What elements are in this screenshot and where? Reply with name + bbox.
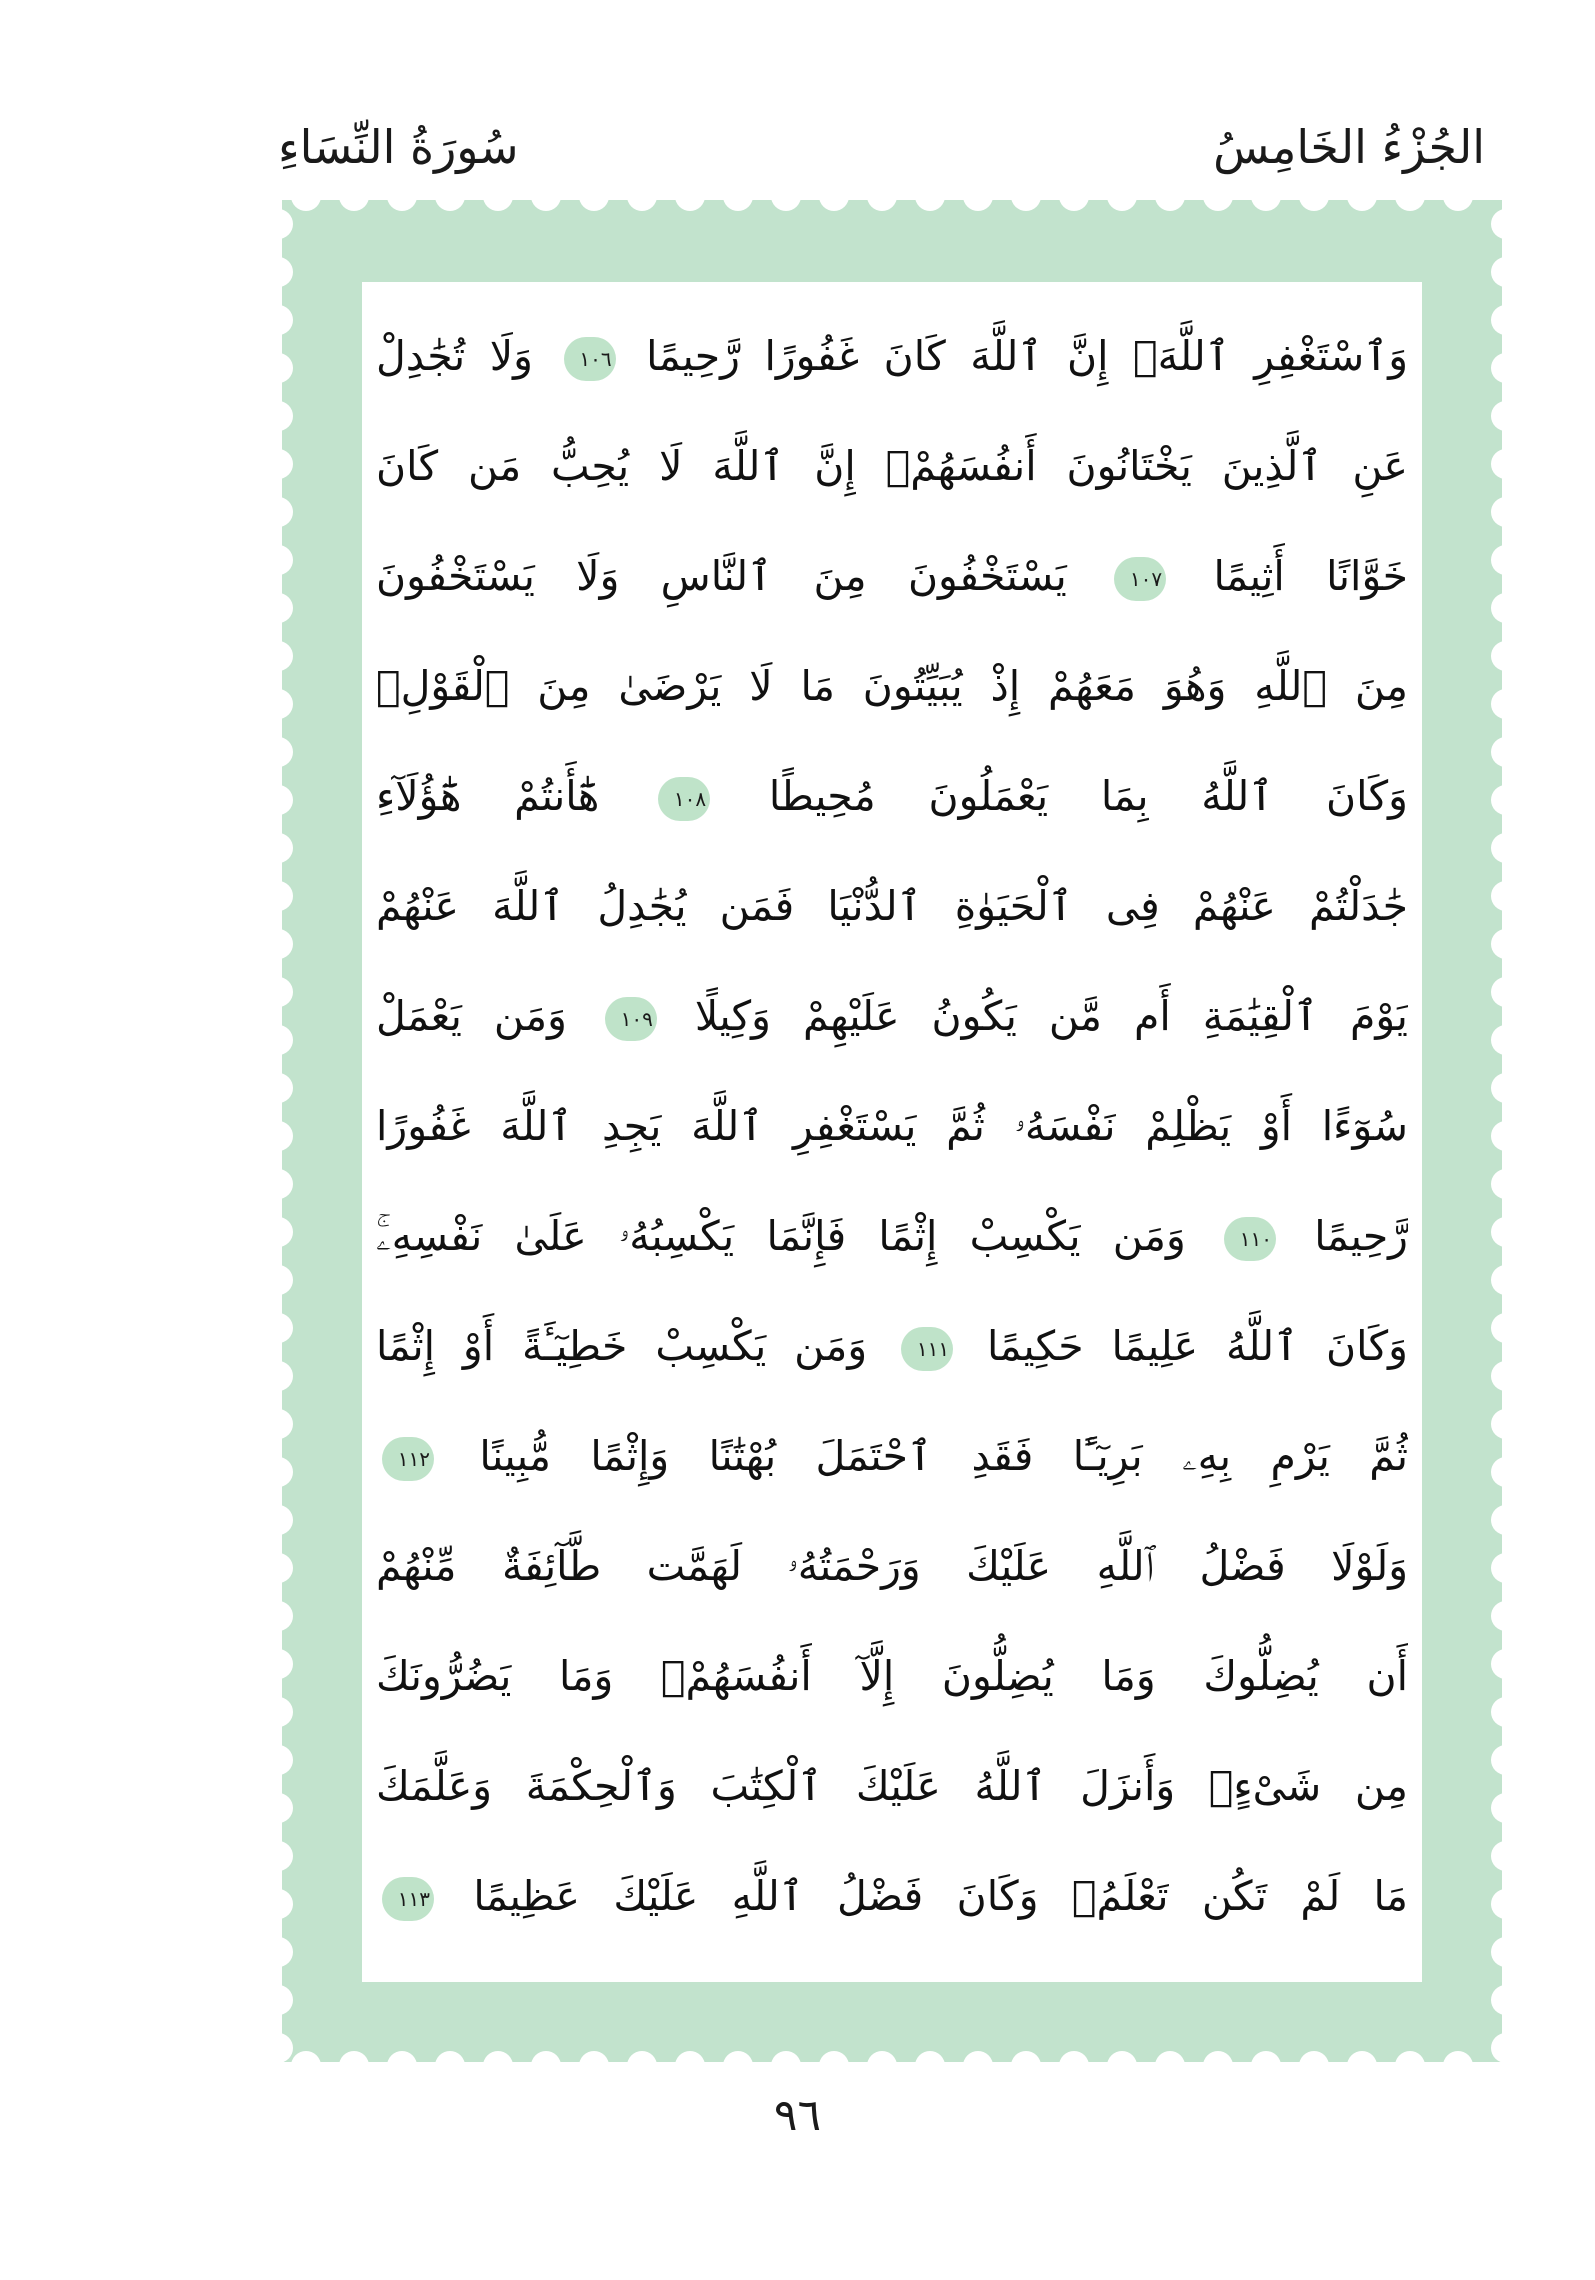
scallop-notch bbox=[282, 1649, 293, 1679]
scallop-notch bbox=[1491, 1889, 1502, 1919]
scallop-notch bbox=[867, 2051, 897, 2062]
scallop-notch bbox=[282, 305, 293, 335]
scallop-notch bbox=[282, 1313, 293, 1343]
scallop-notch bbox=[483, 200, 513, 211]
line-text: سُوٓءًا أَوْ يَظْلِمْ نَفْسَهُۥ ثُمَّ يَسْتَغْفِرِ ٱللَّهَ يَجِدِ ٱللَّهَ غَفُورًا bbox=[376, 1102, 1408, 1150]
scallop-notch bbox=[282, 593, 293, 623]
scallop-notch bbox=[531, 2051, 561, 2062]
scallop-notch bbox=[1059, 2051, 1089, 2062]
scallop-notch bbox=[579, 200, 609, 211]
scallop-notch bbox=[1251, 200, 1281, 211]
ayah-number-marker: ١٠٧ bbox=[1114, 557, 1166, 601]
scallop-notch bbox=[1491, 1169, 1502, 1199]
decorative-frame bbox=[282, 200, 1502, 2062]
scallop-notch bbox=[282, 1073, 293, 1103]
scallop-notch bbox=[723, 2051, 753, 2062]
ayah-number-marker: ١١٢ bbox=[382, 1437, 434, 1481]
scallop-notch bbox=[282, 1361, 293, 1391]
scallop-notch bbox=[1491, 1121, 1502, 1151]
scallop-notch bbox=[282, 1793, 293, 1823]
scallop-notch bbox=[1347, 200, 1377, 211]
scallop-notch bbox=[1491, 977, 1502, 1007]
scallop-notch bbox=[1107, 2051, 1137, 2062]
scallop-notch bbox=[282, 449, 293, 479]
page-number: ٩٦ bbox=[773, 2090, 822, 2141]
scallop-notch bbox=[282, 353, 293, 383]
scallop-notch bbox=[1203, 200, 1233, 211]
scallop-notch bbox=[1395, 2051, 1425, 2062]
scallop-notch bbox=[1491, 305, 1502, 335]
scallop-notch bbox=[282, 1457, 293, 1487]
scallop-notch bbox=[435, 200, 465, 211]
text-line-12 bbox=[376, 1512, 1408, 1620]
scallop-notch bbox=[1491, 353, 1502, 383]
scallop-notch bbox=[1491, 401, 1502, 431]
scallop-notch bbox=[1491, 881, 1502, 911]
scallop-notch bbox=[282, 1601, 293, 1631]
text-line-4 bbox=[376, 632, 1408, 740]
scallop-notch bbox=[282, 1937, 293, 1967]
scallop-notch bbox=[915, 200, 945, 211]
line-text-after: هَٰٓأَنتُمْ هَٰٓؤُلَآءِ bbox=[376, 772, 600, 820]
scallop-notch bbox=[1491, 593, 1502, 623]
scallop-notch bbox=[1491, 209, 1502, 239]
scallop-notch bbox=[675, 200, 705, 211]
scallop-notch bbox=[483, 2051, 513, 2062]
scallop-notch bbox=[282, 1409, 293, 1439]
scallop-notch bbox=[819, 200, 849, 211]
scallop-notch bbox=[339, 200, 369, 211]
scallop-notch bbox=[1491, 1601, 1502, 1631]
scallop-notch bbox=[282, 1505, 293, 1535]
scallop-notch bbox=[1491, 1457, 1502, 1487]
scallop-notch bbox=[291, 200, 321, 211]
scallop-notch bbox=[963, 200, 993, 211]
scallop-notch bbox=[1443, 200, 1473, 211]
text-line-7 bbox=[376, 962, 1408, 1070]
line-text: وَٱسْتَغْفِرِ ٱللَّهَۖ إِنَّ ٱللَّهَ كَانَ غَفُورًا رَّحِيمًا bbox=[646, 332, 1408, 380]
text-line-1 bbox=[376, 302, 1408, 410]
scallop-notch bbox=[1491, 1745, 1502, 1775]
ayah-number-marker: ١٠٩ bbox=[605, 997, 657, 1041]
ayah-number-marker: ١١٣ bbox=[382, 1877, 434, 1921]
ayah-number-marker: ١١١ bbox=[901, 1327, 953, 1371]
line-text: يَوْمَ ٱلْقِيَٰمَةِ أَم مَّن يَكُونُ عَلَيْهِمْ وَكِيلًا bbox=[694, 992, 1408, 1040]
scallop-notch bbox=[627, 200, 657, 211]
scallop-notch bbox=[282, 1217, 293, 1247]
scallop-notch bbox=[1491, 1025, 1502, 1055]
scallop-notch bbox=[1491, 641, 1502, 671]
scallop-notch bbox=[282, 1697, 293, 1727]
text-line-13 bbox=[376, 1622, 1408, 1730]
scallop-notch bbox=[1491, 1265, 1502, 1295]
text-line-3 bbox=[376, 522, 1408, 630]
scallop-notch bbox=[1491, 1313, 1502, 1343]
scallop-notch bbox=[915, 2051, 945, 2062]
text-line-6 bbox=[376, 852, 1408, 960]
scallop-notch bbox=[1107, 200, 1137, 211]
line-text: وَكَانَ ٱللَّهُ بِمَا يَعْمَلُونَ مُحِيطًا bbox=[768, 772, 1408, 820]
scallop-notch bbox=[435, 2051, 465, 2062]
text-line-15 bbox=[376, 1842, 1408, 1950]
scallop-notch bbox=[1491, 1697, 1502, 1727]
text-line-14 bbox=[376, 1732, 1408, 1840]
scallop-notch bbox=[1491, 1793, 1502, 1823]
scallop-notch bbox=[1491, 449, 1502, 479]
scallop-notch bbox=[1491, 929, 1502, 959]
text-line-5 bbox=[376, 742, 1408, 850]
line-text: وَلَوْلَا فَضْلُ ٱللَّهِ عَلَيْكَ وَرَحْمَتُهُۥ لَهَمَّت طَّآئِفَةٌ مِّنْهُمْ bbox=[376, 1542, 1408, 1590]
scallop-notch bbox=[282, 1553, 293, 1583]
line-text: مِنَ ٱللَّهِ وَهُوَ مَعَهُمْ إِذْ يُبَيِّتُونَ مَا لَا يَرْضَىٰ مِنَ ٱلْقَوْلِۚ bbox=[376, 662, 1408, 710]
scallop-notch bbox=[1203, 2051, 1233, 2062]
line-text: خَوَّانًا أَثِيمًا bbox=[1213, 552, 1408, 600]
scallop-notch bbox=[1491, 257, 1502, 287]
scallop-notch bbox=[1491, 785, 1502, 815]
scallop-notch bbox=[1491, 1217, 1502, 1247]
text-line-11 bbox=[376, 1402, 1408, 1510]
scallop-notch bbox=[387, 2051, 417, 2062]
scallop-notch bbox=[282, 209, 293, 239]
scallop-notch bbox=[1251, 2051, 1281, 2062]
scallop-notch bbox=[282, 641, 293, 671]
line-text: مَا لَمْ تَكُن تَعْلَمُۚ وَكَانَ فَضْلُ ٱللَّهِ عَلَيْكَ عَظِيمًا bbox=[473, 1872, 1408, 1920]
scallop-notch bbox=[1299, 2051, 1329, 2062]
scallop-notch bbox=[282, 401, 293, 431]
scallop-notch bbox=[1491, 1505, 1502, 1535]
scallop-notch bbox=[1011, 2051, 1041, 2062]
scallop-notch bbox=[282, 1985, 293, 2015]
scallop-notch bbox=[282, 1169, 293, 1199]
scallop-notch bbox=[1155, 2051, 1185, 2062]
scallop-notch bbox=[723, 200, 753, 211]
scallop-notch bbox=[1491, 1841, 1502, 1871]
line-text: وَكَانَ ٱللَّهُ عَلِيمًا حَكِيمًا bbox=[987, 1322, 1408, 1370]
line-text: جَٰدَلْتُمْ عَنْهُمْ فِى ٱلْحَيَوٰةِ ٱلدُّنْيَا فَمَن يُجَٰدِلُ ٱللَّهَ عَنْهُمْ bbox=[376, 882, 1408, 930]
juz-title: الجُزْءُ الخَامِسُ bbox=[1213, 120, 1485, 174]
scallop-notch bbox=[282, 1745, 293, 1775]
scallop-notch bbox=[1491, 1409, 1502, 1439]
text-line-8 bbox=[376, 1072, 1408, 1180]
scallop-notch bbox=[282, 545, 293, 575]
line-text: عَنِ ٱلَّذِينَ يَخْتَانُونَ أَنفُسَهُمْۚ إِنَّ ٱللَّهَ لَا يُحِبُّ مَن كَانَ bbox=[376, 442, 1408, 490]
line-text: ثُمَّ يَرْمِ بِهِۦ بَرِيٓـًٔا فَقَدِ ٱحْتَمَلَ بُهْتَٰنًا وَإِثْمًا مُّبِينًا bbox=[479, 1432, 1408, 1480]
scallop-notch bbox=[963, 2051, 993, 2062]
line-text-after: وَمَن يَكْسِبْ إِثْمًا فَإِنَّمَا يَكْسِبُهُۥ عَلَىٰ نَفْسِهِۦۚ bbox=[376, 1212, 1186, 1260]
line-text-after: وَلَا تُجَٰدِلْ bbox=[376, 332, 533, 380]
text-line-2 bbox=[376, 412, 1408, 520]
scallop-notch bbox=[282, 497, 293, 527]
line-text-after: وَمَن يَعْمَلْ bbox=[376, 992, 567, 1040]
scallop-notch bbox=[867, 200, 897, 211]
scallop-notch bbox=[1299, 200, 1329, 211]
scallop-notch bbox=[675, 2051, 705, 2062]
scallop-notch bbox=[1059, 200, 1089, 211]
text-panel bbox=[362, 282, 1422, 1982]
scallop-notch bbox=[282, 929, 293, 959]
scallop-notch bbox=[1491, 1073, 1502, 1103]
scallop-notch bbox=[1491, 1985, 1502, 2015]
scallop-notch bbox=[387, 200, 417, 211]
scallop-notch bbox=[282, 257, 293, 287]
ayah-number-marker: ١٠٨ bbox=[658, 777, 710, 821]
scallop-notch bbox=[282, 1889, 293, 1919]
scallop-notch bbox=[282, 689, 293, 719]
scallop-notch bbox=[1443, 2051, 1473, 2062]
page-header bbox=[0, 120, 1595, 190]
scallop-notch bbox=[282, 1025, 293, 1055]
ayah-number-marker: ١١٠ bbox=[1224, 1217, 1276, 1261]
text-line-9 bbox=[376, 1182, 1408, 1290]
scallop-notch bbox=[1395, 200, 1425, 211]
scallop-notch bbox=[282, 881, 293, 911]
scallop-notch bbox=[819, 2051, 849, 2062]
scallop-notch bbox=[339, 2051, 369, 2062]
scallop-notch bbox=[1491, 2033, 1502, 2062]
line-text-after: وَمَن يَكْسِبْ خَطِيٓـَٔةً أَوْ إِثْمًا bbox=[376, 1322, 868, 1370]
scallop-notch bbox=[1491, 1361, 1502, 1391]
scallop-notch bbox=[1491, 545, 1502, 575]
scallop-notch bbox=[531, 200, 561, 211]
scallop-notch bbox=[282, 1265, 293, 1295]
scallop-notch bbox=[1011, 200, 1041, 211]
scallop-notch bbox=[627, 2051, 657, 2062]
scallop-notch bbox=[282, 977, 293, 1007]
ayah-number-marker: ١٠٦ bbox=[564, 337, 616, 381]
scallop-notch bbox=[1347, 2051, 1377, 2062]
scallop-notch bbox=[282, 1841, 293, 1871]
line-text: رَّحِيمًا bbox=[1314, 1212, 1408, 1260]
scallop-notch bbox=[1491, 689, 1502, 719]
scallop-notch bbox=[771, 2051, 801, 2062]
line-text: مِن شَىْءٍۚ وَأَنزَلَ ٱللَّهُ عَلَيْكَ ٱلْكِتَٰبَ وَٱلْحِكْمَةَ وَعَلَّمَكَ bbox=[376, 1762, 1408, 1810]
scallop-notch bbox=[579, 2051, 609, 2062]
scallop-notch bbox=[771, 200, 801, 211]
scallop-notch bbox=[1491, 1937, 1502, 1967]
scallop-notch bbox=[1491, 833, 1502, 863]
scallop-notch bbox=[282, 785, 293, 815]
line-text: أَن يُضِلُّوكَ وَمَا يُضِلُّونَ إِلَّآ أَنفُسَهُمْۖ وَمَا يَضُرُّونَكَ bbox=[376, 1652, 1408, 1700]
scallop-notch bbox=[1491, 1553, 1502, 1583]
scallop-notch bbox=[282, 1121, 293, 1151]
scallop-notch bbox=[282, 833, 293, 863]
scallop-notch bbox=[1491, 1649, 1502, 1679]
scallop-notch bbox=[291, 2051, 321, 2062]
scallop-notch bbox=[1491, 497, 1502, 527]
scallop-notch bbox=[282, 2033, 293, 2062]
line-text-after: يَسْتَخْفُونَ مِنَ ٱلنَّاسِ وَلَا يَسْتَخْفُونَ bbox=[376, 552, 1067, 600]
text-line-10 bbox=[376, 1292, 1408, 1400]
scallop-notch bbox=[282, 737, 293, 767]
surah-title: سُورَةُ النِّسَاءِ bbox=[278, 120, 519, 174]
scallop-notch bbox=[1155, 200, 1185, 211]
scallop-notch bbox=[1491, 737, 1502, 767]
